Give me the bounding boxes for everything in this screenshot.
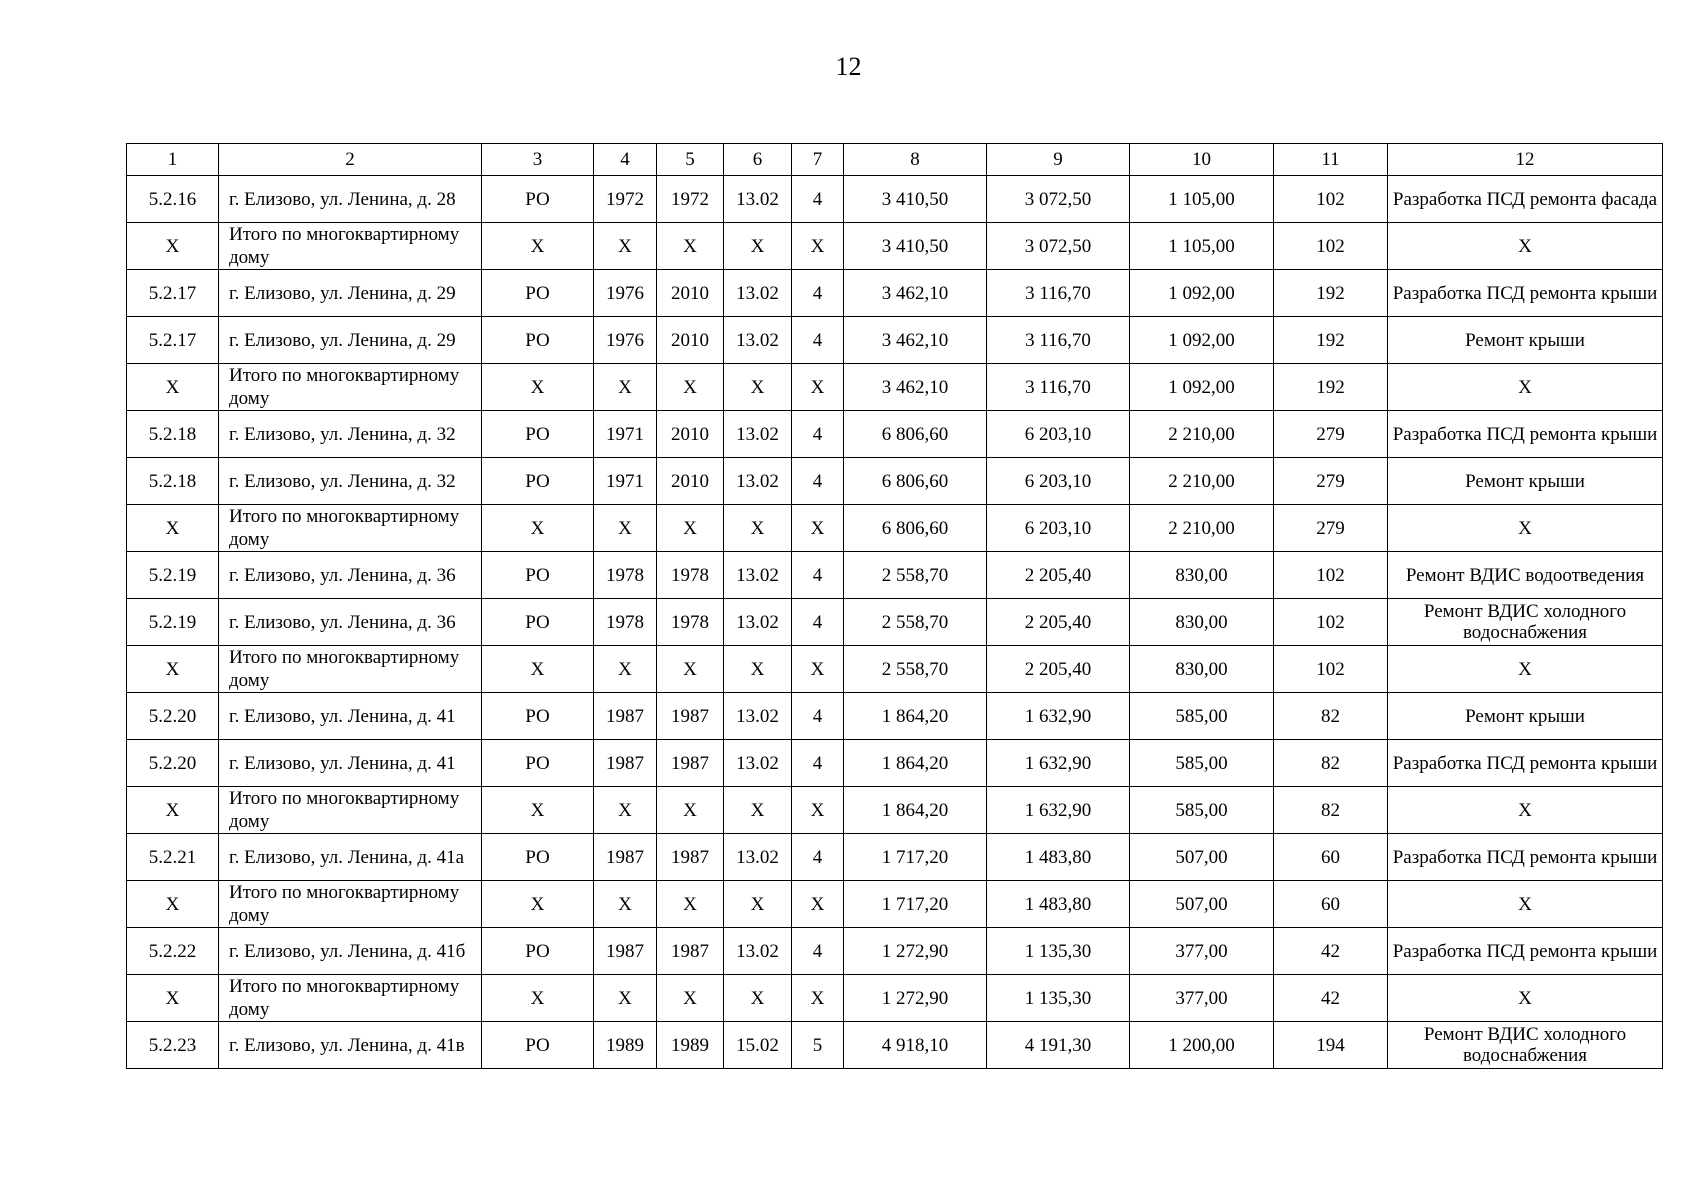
material-code-cell: X: [724, 505, 792, 552]
living-area-cell: 1 483,80: [987, 881, 1130, 928]
total-area-cell: 6 806,60: [844, 505, 987, 552]
year-renovated-cell: X: [657, 646, 724, 693]
column-number-header: 2: [219, 144, 482, 176]
material-code-cell: 13.02: [724, 693, 792, 740]
item-number-cell: X: [127, 364, 219, 411]
item-number-cell: 5.2.20: [127, 740, 219, 787]
item-number-cell: 5.2.19: [127, 552, 219, 599]
year-built-cell: X: [594, 881, 657, 928]
work-type-cell: X: [1388, 223, 1663, 270]
amount-cell: 2 210,00: [1130, 411, 1274, 458]
year-built-cell: 1972: [594, 176, 657, 223]
column-number-header: 6: [724, 144, 792, 176]
type-cell: РО: [482, 928, 594, 975]
residents-cell: 102: [1274, 552, 1388, 599]
work-type-cell: Разработка ПСД ремонта крыши: [1388, 740, 1663, 787]
type-cell: X: [482, 364, 594, 411]
total-area-cell: 1 717,20: [844, 881, 987, 928]
year-renovated-cell: 1978: [657, 599, 724, 646]
residents-cell: 102: [1274, 599, 1388, 646]
column-number-header: 12: [1388, 144, 1663, 176]
amount-cell: 507,00: [1130, 834, 1274, 881]
address-cell: г. Елизово, ул. Ленина, д. 41а: [219, 834, 482, 881]
year-built-cell: 1987: [594, 928, 657, 975]
amount-cell: 1 092,00: [1130, 364, 1274, 411]
material-code-cell: X: [724, 364, 792, 411]
amount-cell: 377,00: [1130, 975, 1274, 1022]
material-code-cell: 13.02: [724, 834, 792, 881]
living-area-cell: 1 632,90: [987, 693, 1130, 740]
address-cell: г. Елизово, ул. Ленина, д. 36: [219, 552, 482, 599]
table-row: [127, 552, 1663, 599]
floors-cell: X: [792, 364, 844, 411]
address-cell: Итого по многоквартирному дому: [219, 646, 482, 693]
floors-cell: 4: [792, 599, 844, 646]
column-number-header: 11: [1274, 144, 1388, 176]
item-number-cell: 5.2.18: [127, 411, 219, 458]
amount-cell: 585,00: [1130, 787, 1274, 834]
type-cell: РО: [482, 740, 594, 787]
total-area-cell: 2 558,70: [844, 599, 987, 646]
amount-cell: 585,00: [1130, 693, 1274, 740]
residents-cell: 279: [1274, 505, 1388, 552]
table-row: [127, 975, 1663, 1022]
table-row: [127, 881, 1663, 928]
year-renovated-cell: 1987: [657, 928, 724, 975]
work-type-cell: Разработка ПСД ремонта крыши: [1388, 834, 1663, 881]
total-area-cell: 1 717,20: [844, 834, 987, 881]
residents-cell: 192: [1274, 317, 1388, 364]
living-area-cell: 6 203,10: [987, 411, 1130, 458]
table-row: [127, 270, 1663, 317]
material-code-cell: 13.02: [724, 740, 792, 787]
type-cell: X: [482, 787, 594, 834]
floors-cell: X: [792, 646, 844, 693]
item-number-cell: 5.2.23: [127, 1022, 219, 1069]
year-renovated-cell: 2010: [657, 458, 724, 505]
year-built-cell: 1987: [594, 693, 657, 740]
living-area-cell: 2 205,40: [987, 646, 1130, 693]
living-area-cell: 3 072,50: [987, 223, 1130, 270]
item-number-cell: 5.2.19: [127, 599, 219, 646]
floors-cell: 4: [792, 270, 844, 317]
material-code-cell: X: [724, 787, 792, 834]
repair-program-table: [126, 143, 1663, 1069]
item-number-cell: X: [127, 881, 219, 928]
work-type-cell: X: [1388, 646, 1663, 693]
floors-cell: 4: [792, 458, 844, 505]
amount-cell: 830,00: [1130, 599, 1274, 646]
column-number-header: 1: [127, 144, 219, 176]
living-area-cell: 6 203,10: [987, 505, 1130, 552]
type-cell: РО: [482, 411, 594, 458]
work-type-cell: X: [1388, 505, 1663, 552]
total-area-cell: 3 462,10: [844, 317, 987, 364]
amount-cell: 507,00: [1130, 881, 1274, 928]
work-type-cell: Разработка ПСД ремонта крыши: [1388, 411, 1663, 458]
address-cell: г. Елизово, ул. Ленина, д. 41: [219, 740, 482, 787]
total-area-cell: 3 462,10: [844, 270, 987, 317]
table-row: [127, 787, 1663, 834]
living-area-cell: 3 072,50: [987, 176, 1130, 223]
item-number-cell: 5.2.21: [127, 834, 219, 881]
amount-cell: 830,00: [1130, 646, 1274, 693]
floors-cell: 4: [792, 552, 844, 599]
floors-cell: 4: [792, 693, 844, 740]
material-code-cell: 13.02: [724, 317, 792, 364]
address-cell: Итого по многоквартирному дому: [219, 881, 482, 928]
table-row: [127, 411, 1663, 458]
type-cell: X: [482, 505, 594, 552]
living-area-cell: 2 205,40: [987, 552, 1130, 599]
living-area-cell: 2 205,40: [987, 599, 1130, 646]
floors-cell: X: [792, 223, 844, 270]
work-type-cell: Разработка ПСД ремонта крыши: [1388, 270, 1663, 317]
column-number-header: 10: [1130, 144, 1274, 176]
total-area-cell: 1 864,20: [844, 787, 987, 834]
column-number-row: [127, 144, 1663, 176]
address-cell: г. Елизово, ул. Ленина, д. 29: [219, 317, 482, 364]
total-area-cell: 2 558,70: [844, 646, 987, 693]
amount-cell: 2 210,00: [1130, 505, 1274, 552]
amount-cell: 1 092,00: [1130, 270, 1274, 317]
item-number-cell: 5.2.20: [127, 693, 219, 740]
residents-cell: 279: [1274, 458, 1388, 505]
table-row: [127, 317, 1663, 364]
work-type-cell: Разработка ПСД ремонта фасада: [1388, 176, 1663, 223]
type-cell: РО: [482, 834, 594, 881]
work-type-cell: X: [1388, 364, 1663, 411]
type-cell: РО: [482, 552, 594, 599]
table-body: [127, 144, 1663, 1069]
residents-cell: 60: [1274, 881, 1388, 928]
amount-cell: 585,00: [1130, 740, 1274, 787]
year-built-cell: 1971: [594, 411, 657, 458]
year-renovated-cell: 1989: [657, 1022, 724, 1069]
year-renovated-cell: X: [657, 787, 724, 834]
work-type-cell: Ремонт ВДИС холодного водоснабжения: [1388, 1022, 1663, 1069]
year-built-cell: 1989: [594, 1022, 657, 1069]
work-type-cell: X: [1388, 881, 1663, 928]
year-renovated-cell: 1978: [657, 552, 724, 599]
material-code-cell: 13.02: [724, 458, 792, 505]
total-area-cell: 1 864,20: [844, 740, 987, 787]
table-row: [127, 458, 1663, 505]
year-renovated-cell: X: [657, 975, 724, 1022]
material-code-cell: X: [724, 975, 792, 1022]
table-row: [127, 176, 1663, 223]
residents-cell: 82: [1274, 787, 1388, 834]
item-number-cell: 5.2.17: [127, 317, 219, 364]
material-code-cell: X: [724, 881, 792, 928]
year-built-cell: X: [594, 505, 657, 552]
material-code-cell: 13.02: [724, 176, 792, 223]
table-row: [127, 646, 1663, 693]
living-area-cell: 3 116,70: [987, 317, 1130, 364]
year-built-cell: 1987: [594, 740, 657, 787]
total-area-cell: 1 864,20: [844, 693, 987, 740]
year-renovated-cell: X: [657, 505, 724, 552]
table-row: [127, 1022, 1663, 1069]
material-code-cell: 15.02: [724, 1022, 792, 1069]
total-area-cell: 6 806,60: [844, 411, 987, 458]
floors-cell: X: [792, 787, 844, 834]
total-area-cell: 1 272,90: [844, 928, 987, 975]
floors-cell: X: [792, 505, 844, 552]
work-type-cell: Ремонт крыши: [1388, 693, 1663, 740]
year-built-cell: X: [594, 646, 657, 693]
total-area-cell: 2 558,70: [844, 552, 987, 599]
year-renovated-cell: 1987: [657, 834, 724, 881]
type-cell: РО: [482, 176, 594, 223]
year-renovated-cell: 2010: [657, 270, 724, 317]
amount-cell: 1 105,00: [1130, 176, 1274, 223]
type-cell: X: [482, 881, 594, 928]
year-renovated-cell: X: [657, 364, 724, 411]
work-type-cell: Ремонт ВДИС водоотведения: [1388, 552, 1663, 599]
address-cell: г. Елизово, ул. Ленина, д. 41: [219, 693, 482, 740]
material-code-cell: 13.02: [724, 599, 792, 646]
column-number-header: 5: [657, 144, 724, 176]
living-area-cell: 3 116,70: [987, 364, 1130, 411]
year-built-cell: 1976: [594, 317, 657, 364]
item-number-cell: 5.2.22: [127, 928, 219, 975]
floors-cell: X: [792, 975, 844, 1022]
year-built-cell: 1978: [594, 552, 657, 599]
type-cell: РО: [482, 599, 594, 646]
address-cell: г. Елизово, ул. Ленина, д. 32: [219, 411, 482, 458]
table-row: [127, 364, 1663, 411]
address-cell: Итого по многоквартирному дому: [219, 364, 482, 411]
residents-cell: 194: [1274, 1022, 1388, 1069]
item-number-cell: X: [127, 646, 219, 693]
table-row: [127, 928, 1663, 975]
type-cell: X: [482, 646, 594, 693]
living-area-cell: 1 135,30: [987, 975, 1130, 1022]
living-area-cell: 1 632,90: [987, 787, 1130, 834]
total-area-cell: 1 272,90: [844, 975, 987, 1022]
type-cell: РО: [482, 458, 594, 505]
table-row: [127, 693, 1663, 740]
column-number-header: 9: [987, 144, 1130, 176]
column-number-header: 3: [482, 144, 594, 176]
total-area-cell: 6 806,60: [844, 458, 987, 505]
residents-cell: 192: [1274, 270, 1388, 317]
table-row: [127, 505, 1663, 552]
item-number-cell: X: [127, 787, 219, 834]
residents-cell: 42: [1274, 928, 1388, 975]
material-code-cell: 13.02: [724, 270, 792, 317]
item-number-cell: X: [127, 505, 219, 552]
address-cell: Итого по многоквартирному дому: [219, 223, 482, 270]
address-cell: Итого по многоквартирному дому: [219, 505, 482, 552]
type-cell: РО: [482, 693, 594, 740]
work-type-cell: X: [1388, 975, 1663, 1022]
table-row: [127, 740, 1663, 787]
living-area-cell: 6 203,10: [987, 458, 1130, 505]
year-renovated-cell: 1972: [657, 176, 724, 223]
table-row: [127, 834, 1663, 881]
total-area-cell: 4 918,10: [844, 1022, 987, 1069]
year-built-cell: X: [594, 223, 657, 270]
year-built-cell: X: [594, 787, 657, 834]
living-area-cell: 1 632,90: [987, 740, 1130, 787]
year-renovated-cell: 1987: [657, 740, 724, 787]
page-number: 12: [835, 52, 862, 81]
living-area-cell: 1 483,80: [987, 834, 1130, 881]
living-area-cell: 4 191,30: [987, 1022, 1130, 1069]
work-type-cell: Ремонт крыши: [1388, 317, 1663, 364]
year-renovated-cell: 2010: [657, 411, 724, 458]
amount-cell: 830,00: [1130, 552, 1274, 599]
residents-cell: 192: [1274, 364, 1388, 411]
amount-cell: 1 092,00: [1130, 317, 1274, 364]
address-cell: г. Елизово, ул. Ленина, д. 41в: [219, 1022, 482, 1069]
floors-cell: 4: [792, 928, 844, 975]
item-number-cell: 5.2.17: [127, 270, 219, 317]
year-built-cell: 1971: [594, 458, 657, 505]
material-code-cell: 13.02: [724, 411, 792, 458]
amount-cell: 1 105,00: [1130, 223, 1274, 270]
floors-cell: 4: [792, 834, 844, 881]
year-built-cell: 1987: [594, 834, 657, 881]
total-area-cell: 3 410,50: [844, 176, 987, 223]
material-code-cell: 13.02: [724, 552, 792, 599]
material-code-cell: X: [724, 223, 792, 270]
residents-cell: 82: [1274, 693, 1388, 740]
residents-cell: 102: [1274, 223, 1388, 270]
residents-cell: 42: [1274, 975, 1388, 1022]
residents-cell: 60: [1274, 834, 1388, 881]
floors-cell: 4: [792, 411, 844, 458]
work-type-cell: Ремонт крыши: [1388, 458, 1663, 505]
item-number-cell: 5.2.16: [127, 176, 219, 223]
amount-cell: 377,00: [1130, 928, 1274, 975]
table-row: [127, 599, 1663, 646]
column-number-header: 8: [844, 144, 987, 176]
address-cell: г. Елизово, ул. Ленина, д. 41б: [219, 928, 482, 975]
total-area-cell: 3 462,10: [844, 364, 987, 411]
type-cell: РО: [482, 317, 594, 364]
material-code-cell: 13.02: [724, 928, 792, 975]
work-type-cell: Разработка ПСД ремонта крыши: [1388, 928, 1663, 975]
item-number-cell: X: [127, 223, 219, 270]
item-number-cell: 5.2.18: [127, 458, 219, 505]
amount-cell: 2 210,00: [1130, 458, 1274, 505]
table-row: [127, 223, 1663, 270]
type-cell: X: [482, 223, 594, 270]
material-code-cell: X: [724, 646, 792, 693]
year-renovated-cell: X: [657, 223, 724, 270]
year-renovated-cell: X: [657, 881, 724, 928]
living-area-cell: 1 135,30: [987, 928, 1130, 975]
residents-cell: 102: [1274, 646, 1388, 693]
floors-cell: 4: [792, 317, 844, 364]
year-built-cell: X: [594, 364, 657, 411]
address-cell: г. Елизово, ул. Ленина, д. 28: [219, 176, 482, 223]
living-area-cell: 3 116,70: [987, 270, 1130, 317]
floors-cell: 4: [792, 176, 844, 223]
column-number-header: 4: [594, 144, 657, 176]
address-cell: г. Елизово, ул. Ленина, д. 29: [219, 270, 482, 317]
year-built-cell: X: [594, 975, 657, 1022]
year-built-cell: 1978: [594, 599, 657, 646]
column-number-header: 7: [792, 144, 844, 176]
residents-cell: 279: [1274, 411, 1388, 458]
address-cell: г. Елизово, ул. Ленина, д. 32: [219, 458, 482, 505]
type-cell: РО: [482, 1022, 594, 1069]
floors-cell: X: [792, 881, 844, 928]
year-renovated-cell: 2010: [657, 317, 724, 364]
work-type-cell: Ремонт ВДИС холодного водоснабжения: [1388, 599, 1663, 646]
year-renovated-cell: 1987: [657, 693, 724, 740]
address-cell: Итого по многоквартирному дому: [219, 975, 482, 1022]
type-cell: X: [482, 975, 594, 1022]
year-built-cell: 1976: [594, 270, 657, 317]
amount-cell: 1 200,00: [1130, 1022, 1274, 1069]
address-cell: Итого по многоквартирному дому: [219, 787, 482, 834]
item-number-cell: X: [127, 975, 219, 1022]
address-cell: г. Елизово, ул. Ленина, д. 36: [219, 599, 482, 646]
residents-cell: 82: [1274, 740, 1388, 787]
floors-cell: 4: [792, 740, 844, 787]
floors-cell: 5: [792, 1022, 844, 1069]
type-cell: РО: [482, 270, 594, 317]
work-type-cell: X: [1388, 787, 1663, 834]
residents-cell: 102: [1274, 176, 1388, 223]
total-area-cell: 3 410,50: [844, 223, 987, 270]
